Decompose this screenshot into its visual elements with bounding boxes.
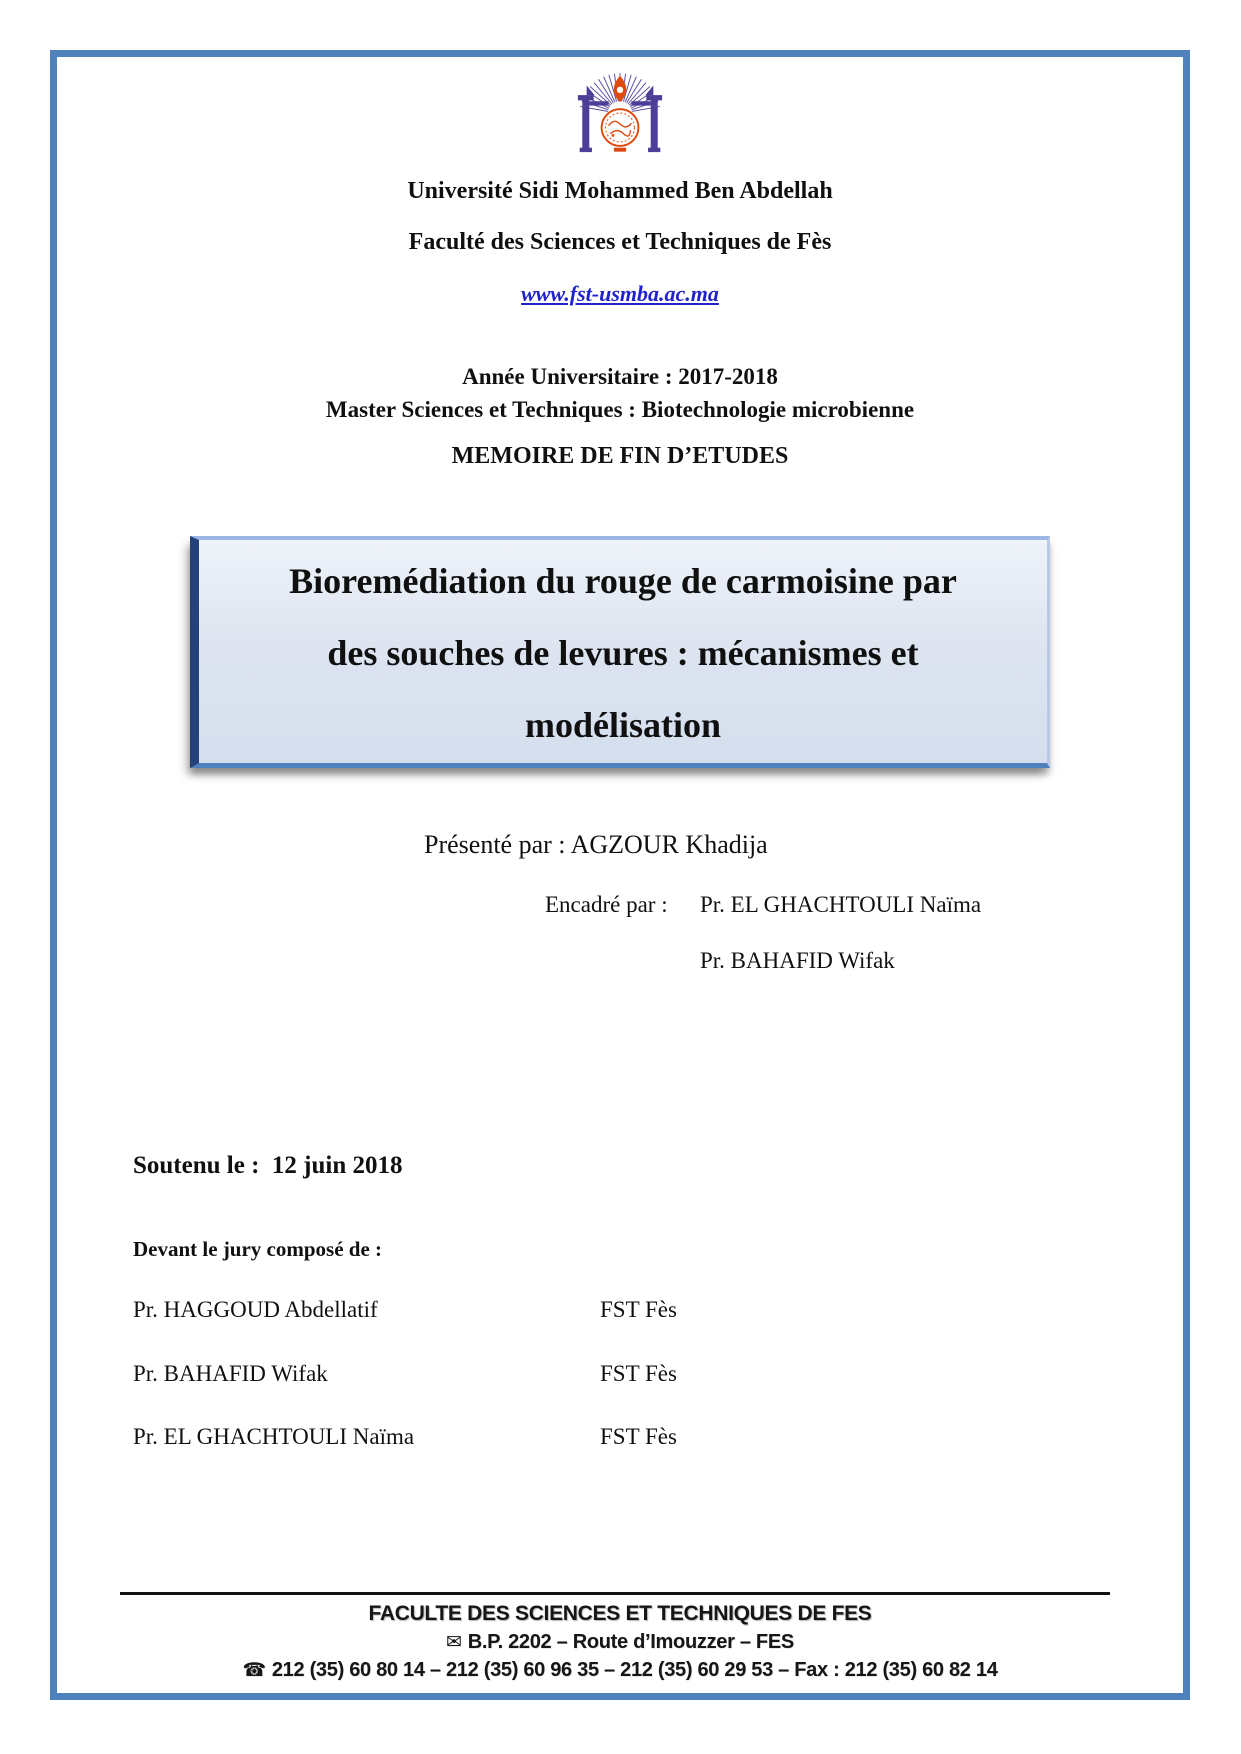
jury-member-affiliation: FST Fès <box>600 1297 677 1322</box>
thesis-title-line-3: modélisation <box>524 705 721 745</box>
thesis-title-line-2: des souches de levures : mécanismes et <box>327 633 919 673</box>
footer-address-line <box>57 1631 1183 1654</box>
jury-member-affiliation: FST Fès <box>600 1424 677 1449</box>
faculty-name: Faculté des Sciences et Techniques de Fès <box>408 229 832 255</box>
defense-date-label: Soutenu le : <box>133 1152 260 1179</box>
thesis-title-line-1: Bioremédiation du rouge de carmoisine par <box>289 561 957 601</box>
website-link-line <box>57 281 1183 307</box>
jury-member-name: Pr. HAGGOUD Abdellatif <box>133 1297 378 1322</box>
defense-date-line <box>133 1152 403 1180</box>
jury-heading: Devant le jury composé de : <box>133 1237 383 1261</box>
author-name: AGZOUR Khadija <box>570 830 768 859</box>
academic-year: Année Universitaire : 2017-2018 <box>462 364 778 389</box>
supervisor-2: Pr. BAHAFID Wifak <box>700 948 895 973</box>
footer-address: B.P. 2202 – Route d’Imouzzer – FES <box>467 1631 794 1653</box>
university-emblem-icon <box>563 62 677 158</box>
website-link[interactable]: www.fst-usmba.ac.ma <box>521 281 719 306</box>
jury-row <box>133 1297 1083 1323</box>
jury-member-name: Pr. EL GHACHTOULI Naïma <box>133 1424 415 1449</box>
footer-phones: 212 (35) 60 80 14 – 212 (35) 60 96 35 – 212 (35) 60 29 53 – <box>271 1659 795 1681</box>
presented-by-line <box>424 830 768 860</box>
university-logo <box>563 62 677 158</box>
jury-member-name: Pr. BAHAFID Wifak <box>133 1361 328 1386</box>
jury-row <box>133 1424 1083 1450</box>
footer-divider <box>120 1592 1110 1595</box>
university-name: Université Sidi Mohammed Ben Abdellah <box>407 178 833 204</box>
jury-row <box>133 1361 1083 1387</box>
master-program: Master Sciences et Techniques : Biotechnologie microbienne <box>325 397 915 422</box>
supervised-by-label: Encadré par : <box>545 892 668 917</box>
footer-fax-label: Fax <box>794 1659 828 1681</box>
supervisor-1: Pr. EL GHACHTOULI Naïma <box>700 892 982 917</box>
presented-by-label: Présenté par : <box>424 830 566 859</box>
mail-icon: ✉ <box>446 1631 462 1653</box>
phone-icon: ☎ <box>242 1659 266 1681</box>
footer-institution: FACULTE DES SCIENCES ET TECHNIQUES DE FES <box>368 1602 872 1625</box>
footer-fax-value: : 212 (35) 60 82 14 <box>827 1659 998 1681</box>
document-type: MEMOIRE DE FIN D’ETUDES <box>451 443 789 469</box>
thesis-title-box <box>190 536 1050 768</box>
footer-phone-line <box>57 1659 1183 1682</box>
jury-member-affiliation: FST Fès <box>600 1361 677 1386</box>
defense-date: 12 juin 2018 <box>271 1152 403 1179</box>
